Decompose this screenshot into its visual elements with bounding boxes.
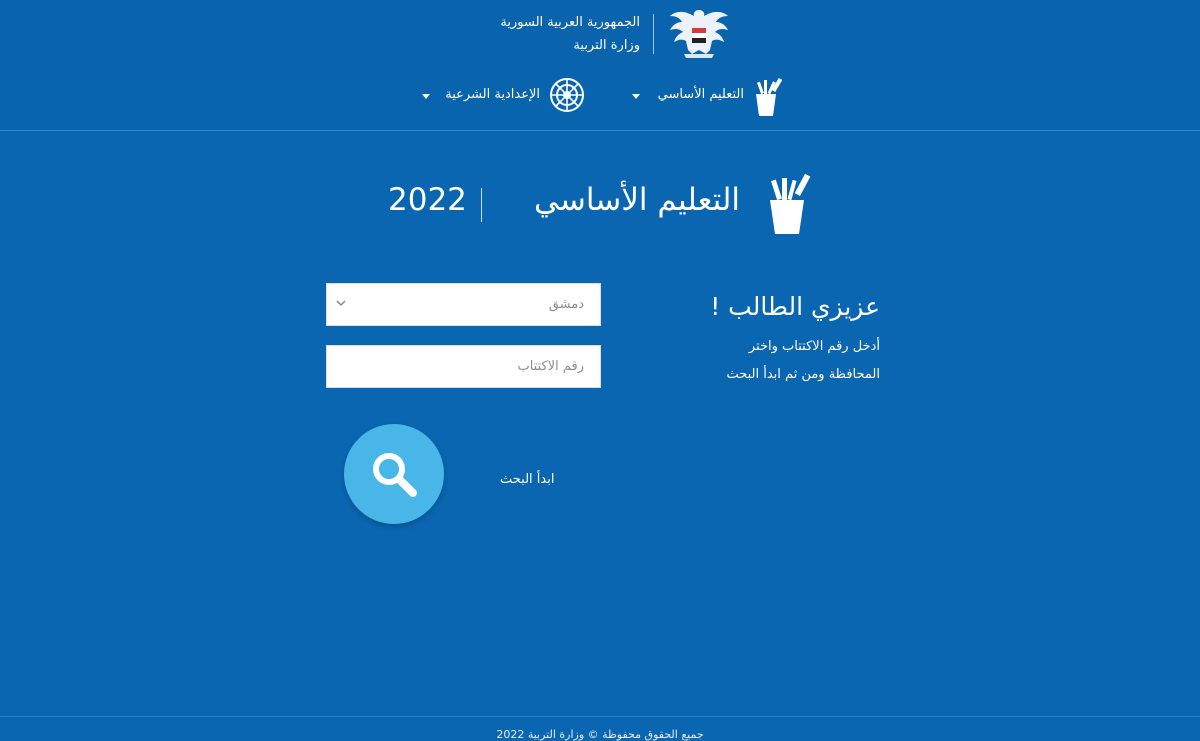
country-name: الجمهورية العربية السورية — [500, 15, 640, 30]
site-footer — [0, 716, 1200, 741]
nav-basic-education[interactable] — [620, 74, 790, 118]
site-header — [0, 0, 1200, 131]
ministry-name: وزارة التربية — [573, 38, 640, 53]
instruction-line-2: المحافظة ومن ثم ابدأ البحث — [726, 367, 880, 382]
page-year: 2022 — [388, 182, 467, 218]
page-title: التعليم الأساسي — [534, 182, 740, 218]
brand-divider — [653, 14, 654, 54]
syrian-eagle-emblem-icon — [668, 4, 730, 60]
exam-number-input[interactable] — [327, 346, 600, 387]
search-button[interactable] — [344, 424, 444, 524]
nav-label: التعليم الأساسي — [657, 87, 744, 102]
ministry-brand[interactable] — [460, 4, 730, 60]
instruction-line-1: أدخل رقم الاكتتاب واختر — [748, 339, 880, 354]
nav-label: الإعدادية الشرعية — [445, 87, 540, 102]
pencil-cup-icon — [750, 76, 782, 118]
copyright-text: جميع الحقوق محفوظة © وزارة التربية 2022 — [496, 728, 704, 741]
search-label[interactable]: ابدأ البحث — [500, 472, 555, 487]
greeting-block — [680, 292, 880, 389]
search-icon — [368, 448, 420, 500]
main-nav — [410, 74, 790, 118]
governorate-value: دمشق — [548, 297, 584, 312]
greeting-heading: عزيزي الطالب ! — [710, 292, 880, 321]
title-divider — [481, 188, 482, 222]
exam-number-field[interactable] — [326, 345, 601, 388]
page-title-block — [380, 172, 820, 242]
governorate-select[interactable] — [326, 283, 601, 326]
chevron-down-icon — [632, 94, 640, 99]
pencil-cup-icon — [762, 172, 812, 236]
ornament-icon — [548, 76, 586, 114]
chevron-down-icon — [335, 297, 347, 309]
chevron-down-icon — [422, 94, 430, 99]
nav-sharia-preparatory[interactable] — [415, 74, 590, 118]
